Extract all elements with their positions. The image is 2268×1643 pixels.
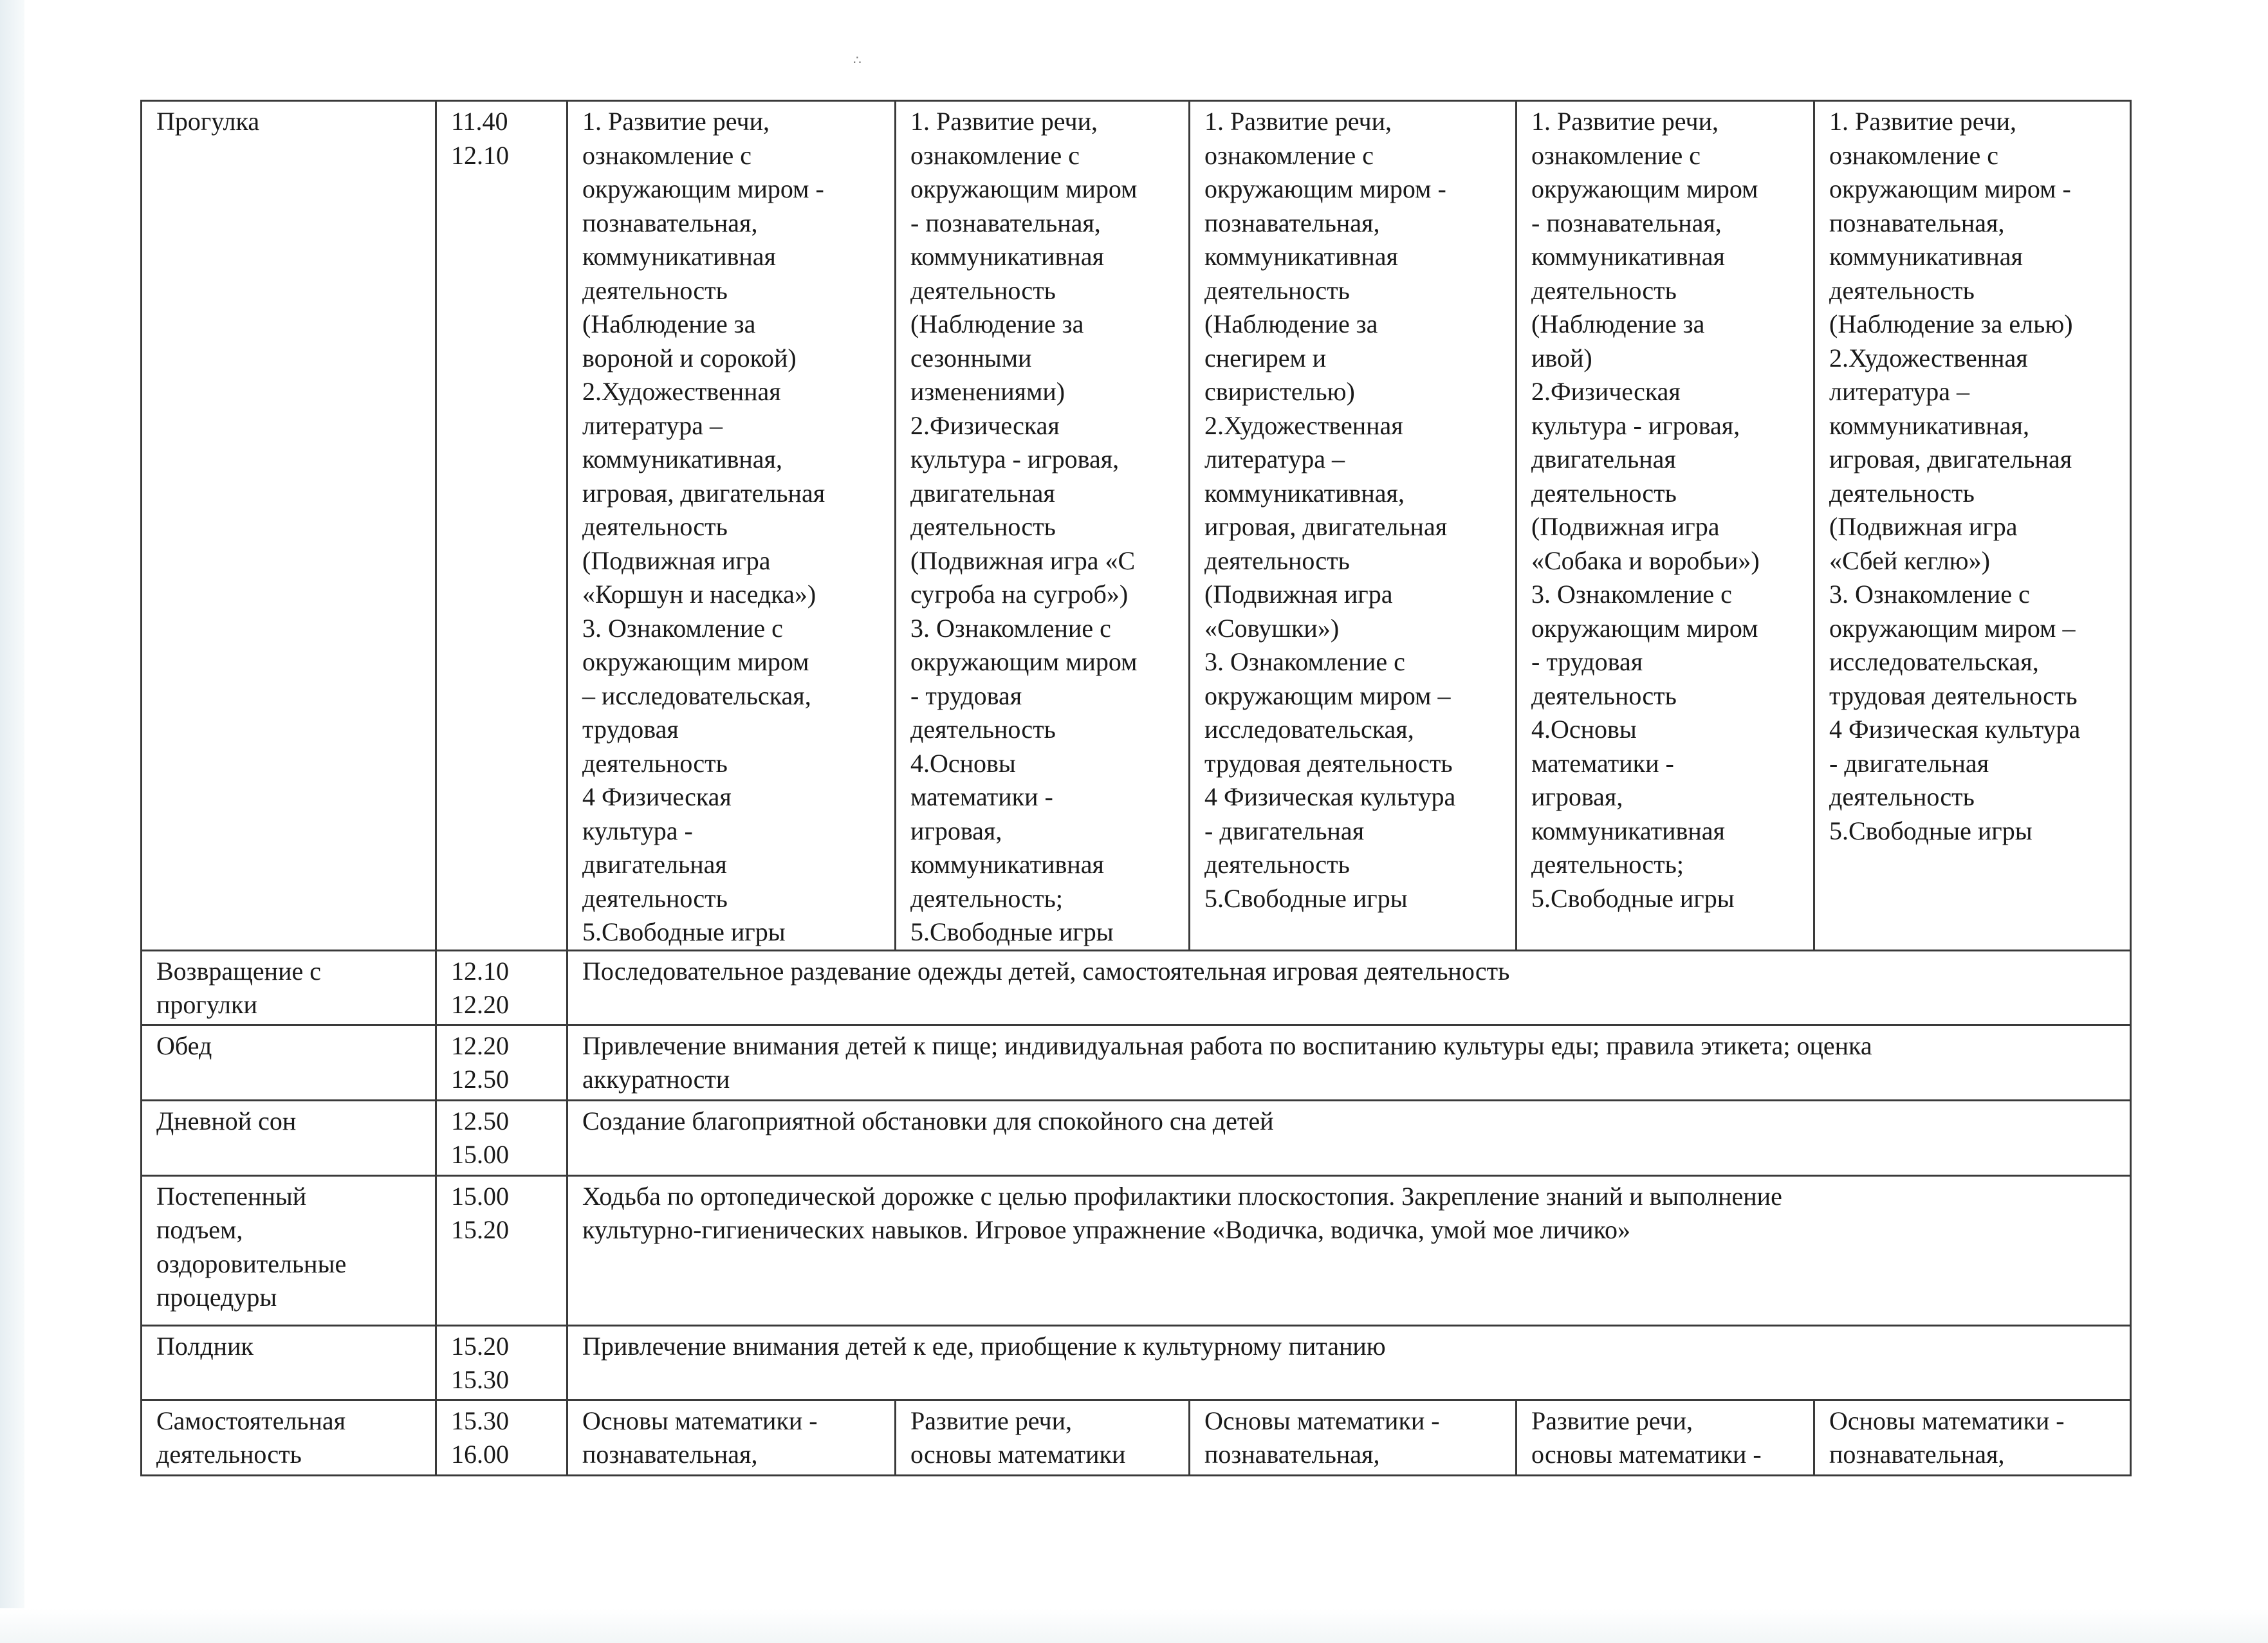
description-cell: Последовательное раздевание одежды детей, самостоятельная игровая деятельность xyxy=(567,950,2131,1025)
table-row xyxy=(142,101,2131,951)
time-cell: 15.20 15.30 xyxy=(436,1325,567,1400)
activity-cell: Возвращение с прогулки xyxy=(142,950,436,1025)
time-cell: 11.40 12.10 xyxy=(436,101,567,951)
activity-cell: Дневной сон xyxy=(142,1100,436,1175)
day-4-cell: Развитие речи, основы математики - xyxy=(1517,1400,1814,1475)
scan-speck-mark: ∴ xyxy=(853,53,862,68)
time-cell: 12.50 15.00 xyxy=(436,1100,567,1175)
table-row xyxy=(142,1325,2131,1400)
activity-cell: Обед xyxy=(142,1025,436,1100)
day-5-cell: 1. Развитие речи, ознакомление с окружающим миром - познавательная, коммуникативная деятельность (Наблюдение за елью) 2.Художественная литература – коммуникативная, игровая, двигательная деятельность (Подвижная игра «Сбей кеглю») 3. Ознакомление с окружающим миром – исследовательская, трудовая деятельность 4 Физическая культура - двигательная деятельность 5.Свободные игры xyxy=(1814,101,2131,951)
description-cell: Ходьба по ортопедической дорожке с целью профилактики плоскостопия. Закрепление знаний и выполнение культурно-гигиенических навыков. Игровое упражнение «Водичка, водичка, умой мое личико» xyxy=(567,1175,2131,1325)
table-row xyxy=(142,950,2131,1025)
time-cell: 15.00 15.20 xyxy=(436,1175,567,1325)
day-5-cell: Основы математики - познавательная, xyxy=(1814,1400,2131,1475)
day-1-cell: Основы математики - познавательная, xyxy=(567,1400,896,1475)
time-cell: 12.10 12.20 xyxy=(436,950,567,1025)
time-cell: 12.20 12.50 xyxy=(436,1025,567,1100)
day-2-cell: Развитие речи, основы математики xyxy=(896,1400,1190,1475)
day-3-cell: Основы математики - познавательная, xyxy=(1190,1400,1517,1475)
day-4-cell: 1. Развитие речи, ознакомление с окружающим миром - познавательная, коммуникативная деятельность (Наблюдение за ивой) 2.Физическая культура - игровая, двигательная деятельность (Подвижная игра «Собака и воробьи») 3. Ознакомление с окружающим миром - трудовая деятельность 4.Основы математики - игровая, коммуникативная деятельность; 5.Свободные игры xyxy=(1517,101,1814,951)
table-row xyxy=(142,1400,2131,1475)
day-1-cell: 1. Развитие речи, ознакомление с окружающим миром - познавательная, коммуникативная деятельность (Наблюдение за вороной и сорокой) 2.Художественная литература – коммуникативная, игровая, двигательная деятельность (Подвижная игра «Коршун и наседка») 3. Ознакомление с окружающим миром – исследовательская, трудовая деятельность 4 Физическая культура - двигательная деятельность 5.Свободные игры xyxy=(567,101,896,951)
table-row xyxy=(142,1175,2131,1325)
activity-cell: Прогулка xyxy=(142,101,436,951)
description-cell: Привлечение внимания детей к пище; индивидуальная работа по воспитанию культуры еды; правила этикета; оценка аккуратности xyxy=(567,1025,2131,1100)
time-cell: 15.30 16.00 xyxy=(436,1400,567,1475)
activity-cell: Полдник xyxy=(142,1325,436,1400)
scan-edge-bottom xyxy=(0,1608,2268,1643)
table-row xyxy=(142,1100,2131,1175)
daily-schedule-table xyxy=(140,100,2132,1476)
day-2-cell: 1. Развитие речи, ознакомление с окружающим миром - познавательная, коммуникативная деятельность (Наблюдение за сезонными изменениями) 2.Физическая культура - игровая, двигательная деятельность (Подвижная игра «С сугроба на сугроб») 3. Ознакомление с окружающим миром - трудовая деятельность 4.Основы математики - игровая, коммуникативная деятельность; 5.Свободные игры xyxy=(896,101,1190,951)
description-cell: Привлечение внимания детей к еде, приобщение к культурному питанию xyxy=(567,1325,2131,1400)
scan-edge-left xyxy=(0,0,24,1643)
description-cell: Создание благоприятной обстановки для спокойного сна детей xyxy=(567,1100,2131,1175)
activity-cell: Самостоятельная деятельность xyxy=(142,1400,436,1475)
day-3-cell: 1. Развитие речи, ознакомление с окружающим миром - познавательная, коммуникативная деятельность (Наблюдение за снегирем и свиристелью) 2.Художественная литература – коммуникативная, игровая, двигательная деятельность (Подвижная игра «Совушки») 3. Ознакомление с окружающим миром – исследовательская, трудовая деятельность 4 Физическая культура - двигательная деятельность 5.Свободные игры xyxy=(1190,101,1517,951)
activity-cell: Постепенный подъем, оздоровительные процедуры xyxy=(142,1175,436,1325)
table-row xyxy=(142,1025,2131,1100)
